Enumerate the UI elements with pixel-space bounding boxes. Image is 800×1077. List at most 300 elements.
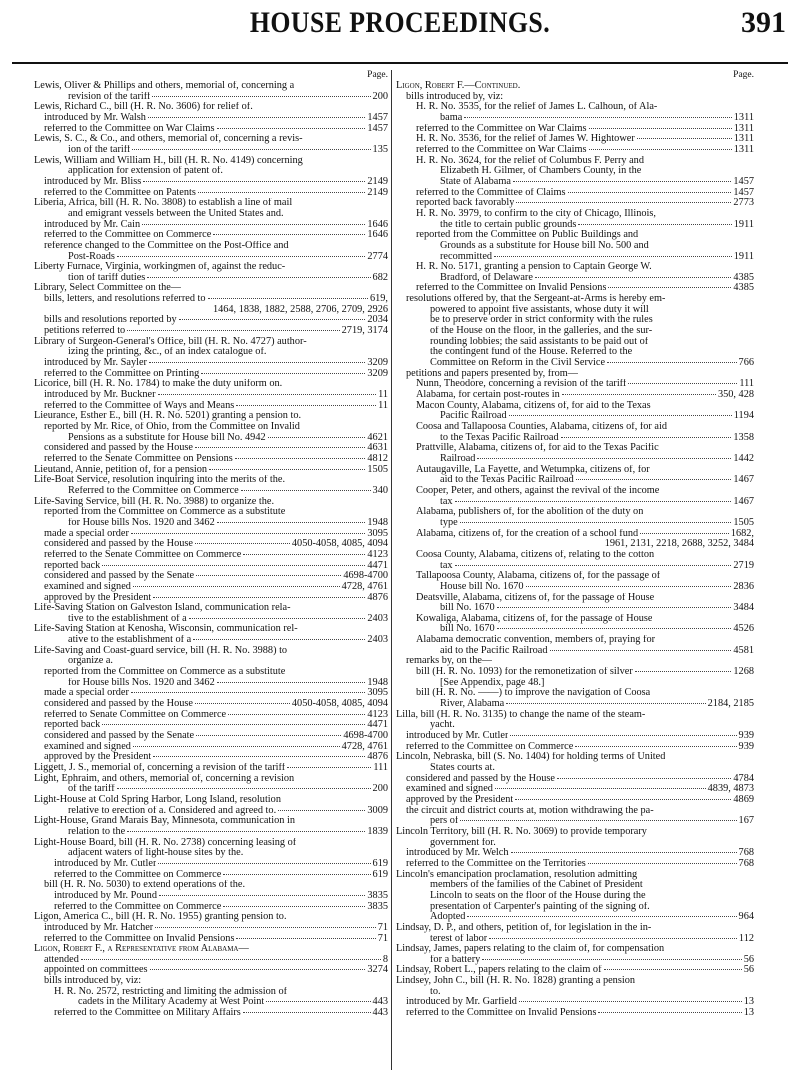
index-entry-text: Life-Saving Station on Galveston Island, communication rela- <box>34 603 291 614</box>
index-entry <box>34 475 388 486</box>
index-entry-page: 3095 <box>367 528 388 539</box>
dot-leader <box>550 650 732 651</box>
index-entry-text: referred to Senate Committee on Commerce <box>44 709 227 720</box>
index-entry <box>34 624 388 635</box>
index-entry <box>34 710 388 721</box>
index-entry-page: 4050-4058, 4085, 4094 <box>291 539 388 550</box>
index-entry-text: Lincoln, Nebraska, bill (S. No. 1404) for holding terms of United <box>396 752 666 763</box>
index-entry <box>34 603 388 614</box>
index-entry-text: Lewis, Richard C., bill (H. R. No. 3606) for relief of. <box>34 102 253 113</box>
index-entry <box>34 827 388 838</box>
dot-leader <box>635 671 732 672</box>
page-header <box>0 6 800 46</box>
index-entry <box>34 965 388 976</box>
index-entry-text: referred to the Committee of Claims <box>416 187 566 198</box>
index-entry <box>396 326 754 337</box>
index-entry <box>396 934 754 945</box>
index-entry-text: introduced by Mr. Cain <box>44 219 141 230</box>
index-entry-page: 4471 <box>367 720 388 731</box>
index-entry-page: 8 <box>382 954 388 965</box>
index-entry <box>34 102 388 113</box>
index-entry <box>396 486 754 497</box>
index-entry-page: 2149 <box>367 187 388 198</box>
index-entry-text: Tallapoosa County, Alabama, citizens of, for the passage of <box>416 571 661 582</box>
dot-leader <box>509 415 732 416</box>
index-entry-text: aid to the Texas Pacific Railroad <box>440 475 574 486</box>
index-entry <box>34 784 388 795</box>
index-entry-page: 1911 <box>733 251 754 262</box>
index-entry <box>34 593 388 604</box>
dot-leader <box>198 192 366 193</box>
dot-leader <box>196 735 341 736</box>
index-entry-text: pers of <box>430 816 459 827</box>
index-entry-text: referred to the Committee on Commerce <box>406 741 574 752</box>
index-entry-page: 1505 <box>733 517 754 528</box>
index-entry-text: powered to appoint five assistants, whose duty it will <box>430 304 649 315</box>
index-entry-text: Liberia, Africa, bill (H. R. No. 3808) to establish a line of mail <box>34 198 293 209</box>
index-entry-text: examined and signed <box>406 784 493 795</box>
index-entry-text: be to preserve order in strict conformity with the rules <box>430 315 653 326</box>
index-entry-text: approved by the President <box>44 592 152 603</box>
dot-leader <box>223 874 370 875</box>
index-entry-text: to the Texas Pacific Railroad <box>440 432 559 443</box>
index-entry <box>396 177 754 188</box>
index-entry-text: reported from the Committee on Commerce as a substitute <box>44 667 286 678</box>
index-entry-text: Ligon, Robert F.—Continued. <box>396 81 521 91</box>
index-entry-text: attended <box>44 954 79 965</box>
index-entry <box>34 220 388 231</box>
index-entry <box>34 390 388 401</box>
dot-leader <box>557 778 731 779</box>
dot-leader <box>568 192 732 193</box>
dot-leader <box>494 256 732 257</box>
index-entry-text: Grounds as a substitute for House bill No. 500 and <box>440 240 649 251</box>
dot-leader <box>102 565 365 566</box>
dot-leader <box>588 863 737 864</box>
index-entry-text: Alabama, publishers of, for the abolition of the duty on <box>416 507 644 518</box>
index-entry-text: Railroad <box>440 453 476 464</box>
dot-leader <box>117 788 371 789</box>
dot-leader <box>158 394 377 395</box>
index-entry <box>396 784 754 795</box>
index-entry-page: 3209 <box>367 358 388 369</box>
index-entry-text: Licorice, bill (H. R. No. 1784) to make the duty uniform on. <box>34 379 283 390</box>
index-entry <box>34 678 388 689</box>
index-entry-text: tax <box>440 496 453 507</box>
index-entry <box>34 454 388 465</box>
index-entry-text: introduced by Mr. Walsh <box>44 112 146 123</box>
index-entry-page: 2774 <box>367 251 388 262</box>
index-entry-text: and emigrant vessels between the United States and. <box>68 208 284 219</box>
index-entry-text: referred to the Committee on Printing <box>44 368 200 379</box>
index-entry-page: 1358 <box>733 432 754 443</box>
index-entry-page: 2184, 2185 <box>707 699 754 710</box>
index-entry-text: of the House on the floor, in the galleries, and the sur- <box>430 326 653 337</box>
index-entry-text: Life-Saving Station at Kenosha, Wisconsin, communication rel- <box>34 624 298 635</box>
index-entry <box>396 507 754 518</box>
index-entry-page: 4526 <box>733 624 754 635</box>
header-rule <box>12 62 788 64</box>
index-entry <box>34 561 388 572</box>
index-entry <box>396 955 754 966</box>
index-page-continuation: 1464, 1838, 1882, 2588, 2706, 2709, 2926 <box>212 303 388 315</box>
index-entry <box>396 763 754 774</box>
index-entry-text: bills, letters, and resolutions referred to <box>44 294 206 305</box>
index-entry-page: 939 <box>738 741 754 752</box>
dot-leader <box>189 618 366 619</box>
index-entry-page: 2403 <box>367 613 388 624</box>
index-entry <box>34 465 388 476</box>
index-entry-text: Lieutand, Annie, petition of, for a pension <box>34 464 208 475</box>
index-entry <box>396 848 754 859</box>
index-entry-text: petitions referred to <box>44 326 126 337</box>
index-entry <box>34 209 388 220</box>
dot-leader <box>150 969 366 970</box>
index-entry-page: 1457 <box>733 187 754 198</box>
index-entry-text: Adopted <box>430 912 466 923</box>
page-number: 391 <box>741 6 786 39</box>
index-entry <box>34 379 388 390</box>
dot-leader <box>598 1012 741 1013</box>
index-entry-page: 2773 <box>733 198 754 209</box>
index-entry <box>396 720 754 731</box>
index-entry <box>34 188 388 199</box>
index-entry-page: 1311 <box>733 134 754 145</box>
index-entry-page: 964 <box>738 912 754 923</box>
index-entry <box>34 848 388 859</box>
index-entry-page: 4621 <box>367 432 388 443</box>
dot-leader <box>589 128 732 129</box>
index-entry-text: River, Alabama <box>440 699 505 710</box>
index-entry-text: introduced by Mr. Sayler <box>44 358 147 369</box>
dot-leader <box>497 607 732 608</box>
index-entry <box>396 188 754 199</box>
index-entry <box>34 976 388 987</box>
index-entry <box>34 518 388 529</box>
index-entry-page: 4385 <box>733 272 754 283</box>
index-entry <box>396 635 754 646</box>
index-entry <box>34 81 388 92</box>
index-entry-text: appointed on committees <box>44 965 148 976</box>
index-entry-text: Lieurance, Esther E., bill (H. R. No. 5201) granting a pension to. <box>34 411 302 422</box>
index-entry-page: 1268 <box>733 667 754 678</box>
dot-leader <box>217 522 366 523</box>
index-entry-text: Life-Saving and Coast-guard service, bill (H. R. No. 3988) to <box>34 645 288 656</box>
index-entry-page: 682 <box>372 272 388 283</box>
index-entry <box>396 518 754 529</box>
dot-leader <box>489 938 737 939</box>
index-entry-text: cadets in the Military Academy at West Point <box>78 997 265 1008</box>
index-entry-text: referred to the Committee on Patents <box>44 187 196 198</box>
index-entry-page: 1467 <box>733 475 754 486</box>
index-entry-text: introduced by Mr. Hatcher <box>44 922 154 933</box>
index-entry <box>34 124 388 135</box>
index-entry-text: Lincoln Territory, bill (H. R. No. 3069) to provide temporary <box>396 826 647 837</box>
dot-leader <box>133 586 340 587</box>
index-entry <box>396 1008 754 1019</box>
dot-leader <box>131 692 366 693</box>
index-entry <box>396 92 754 103</box>
index-entry-text: Life-Boat Service, resolution inquiring into the merits of the. <box>34 475 286 486</box>
index-entry-text: Lindsay, D. P., and others, petition of, for legislation in the in- <box>396 922 652 933</box>
dot-leader <box>576 479 732 480</box>
index-entry-text: government for. <box>430 837 496 848</box>
index-entry-text: Pensions as a substitute for House bill No. 4942 <box>68 432 266 443</box>
index-entry-text: Committee on Reform in the Civil Service <box>430 358 606 369</box>
index-entry <box>34 582 388 593</box>
index-entry-text: referred to the Committee on Commerce <box>54 869 222 880</box>
index-entry <box>34 273 388 284</box>
index-entry <box>396 390 754 401</box>
index-entry-page: 200 <box>372 91 388 102</box>
index-entry-page: 200 <box>372 784 388 795</box>
index-entry-page: 1442 <box>733 453 754 464</box>
index-entry-text: Library of Surgeon-General's Office, bill (H. R. No. 4727) author- <box>34 336 307 347</box>
index-entry-page: 4698-4700 <box>343 731 388 742</box>
index-page-continuation: 1961, 2131, 2218, 2688, 3252, 3484 <box>604 538 754 550</box>
index-entry-page: 4123 <box>367 709 388 720</box>
index-entry <box>34 507 388 518</box>
index-entry <box>396 411 754 422</box>
dot-leader <box>628 383 737 384</box>
index-entry <box>34 934 388 945</box>
dot-leader <box>562 394 716 395</box>
index-entry-text: Light-House Board, bill (H. R. No. 2738) concerning leasing of <box>34 837 297 848</box>
index-entry-page: 768 <box>738 848 754 859</box>
index-entry-page: 1457 <box>733 176 754 187</box>
index-entry <box>396 294 754 305</box>
index-entry-text: Lindsay, James, papers relating to the claim of, for compensation <box>396 944 665 955</box>
index-entry-page: 2149 <box>367 176 388 187</box>
dot-leader <box>482 959 741 960</box>
dot-leader <box>155 927 375 928</box>
index-entry <box>34 529 388 540</box>
index-entry-page: 71 <box>377 933 388 944</box>
index-entry-page: 135 <box>372 144 388 155</box>
index-entry-text: referred to the Senate Committee on Pensions <box>44 453 233 464</box>
index-entry <box>34 347 388 358</box>
dot-leader <box>455 501 732 502</box>
index-entry <box>396 870 754 881</box>
index-entry-text: referred to the Committee of Ways and Means <box>44 400 235 411</box>
index-entry <box>34 497 388 508</box>
dot-leader <box>179 319 366 320</box>
dot-leader <box>516 202 731 203</box>
index-entry-text: States courts at. <box>430 763 495 773</box>
index-entry-page: 1948 <box>367 517 388 528</box>
index-entry <box>34 880 388 891</box>
index-entry <box>396 283 754 294</box>
index-entry-text: Post-Roads <box>68 251 115 262</box>
index-entry-text: introduced by Mr. Cutler <box>406 731 509 742</box>
dot-leader <box>149 362 365 363</box>
index-entry-text: referred to the Committee on War Claims <box>416 123 587 134</box>
index-entry-text: bama <box>440 112 463 123</box>
index-entry-page: 4698-4700 <box>343 571 388 582</box>
index-entry-text: approved by the President <box>44 752 152 763</box>
index-entry <box>396 944 754 955</box>
index-entry-page: 11 <box>378 400 388 411</box>
index-entry <box>396 113 754 124</box>
dot-leader <box>143 181 365 182</box>
index-entry <box>34 241 388 252</box>
index-entry <box>34 720 388 731</box>
index-entry-text: Bradford, of Delaware <box>440 272 533 283</box>
dot-leader <box>510 735 736 736</box>
index-entry <box>396 379 754 390</box>
dot-leader <box>142 224 365 225</box>
dot-leader <box>195 543 290 544</box>
index-entry <box>396 795 754 806</box>
index-entry <box>396 710 754 721</box>
index-entry-text: the title to certain public grounds <box>440 219 577 230</box>
index-entry-text: relation to the <box>68 826 126 837</box>
index-entry-text: Cooper, Peter, and others, against the revival of the income <box>416 485 660 496</box>
index-entry <box>34 550 388 561</box>
index-entry <box>34 486 388 497</box>
index-entry <box>396 422 754 433</box>
index-entry <box>396 742 754 753</box>
index-entry-page: 4728, 4761 <box>341 741 388 752</box>
index-entry-text: introduced by Mr. Buckner <box>44 390 156 401</box>
index-entry-text: referred to the Committee on the Territories <box>406 858 586 869</box>
index-entry-text: Lewis, Oliver & Phillips and others, memorial of, concerning a <box>34 81 295 91</box>
index-entry-text: recommitted <box>440 251 493 262</box>
dot-leader <box>467 916 736 917</box>
index-entry-text: the contingent fund of the House. Referred to the <box>430 347 633 358</box>
index-entry-text: Ligon, America C., bill (H. R. No. 1955) granting pension to. <box>34 912 287 923</box>
index-entry-text: Lewis, S. C., & Co., and others, memorial of, concerning a revis- <box>34 134 303 145</box>
index-entry <box>396 358 754 369</box>
index-entry-text: relative to erection of a. Considered and agreed to. <box>68 805 277 816</box>
index-entry <box>34 252 388 263</box>
index-entry <box>34 838 388 849</box>
index-entry <box>396 134 754 145</box>
dot-leader <box>193 639 365 640</box>
index-entry-text: referred to the Committee on Invalid Pensions <box>406 1008 597 1019</box>
index-entry <box>396 859 754 870</box>
index-entry-page: 3484 <box>733 603 754 614</box>
index-entry-page: 1457 <box>367 112 388 123</box>
index-entry <box>396 731 754 742</box>
index-entry-page: 1646 <box>367 219 388 230</box>
dot-leader <box>228 714 365 715</box>
index-entry <box>396 561 754 572</box>
index-entry-text: Autaugaville, La Fayette, and Wetumpka, citizens of, for <box>416 464 650 475</box>
dot-leader <box>217 682 366 683</box>
index-entry-text: referred to the Senate Committee on Commerce <box>44 549 242 560</box>
index-entry <box>396 624 754 635</box>
index-entry <box>396 220 754 231</box>
page-title: HOUSE PROCEEDINGS. <box>249 6 551 39</box>
index-entry-page: 13 <box>743 997 754 1008</box>
index-entry-page: 4784 <box>733 773 754 784</box>
index-entry-page: 4869 <box>733 794 754 805</box>
index-entry-text: ion of the tariff <box>68 144 131 155</box>
index-entry-text: adjacent waters of light-house sites by the. <box>68 848 244 859</box>
index-entry <box>34 955 388 966</box>
index-entry-text: Lindsey, John C., bill (H. R. No. 1828) granting a pension <box>396 976 636 987</box>
index-entry <box>396 656 754 667</box>
index-entry-text: bill No. 1670 <box>440 603 495 614</box>
index-entry-text: bills introduced by, viz: <box>406 91 504 102</box>
index-entry-page: 939 <box>738 731 754 742</box>
dot-leader <box>460 820 736 821</box>
index-entry <box>34 688 388 699</box>
dot-leader <box>127 831 365 832</box>
index-entry <box>396 475 754 486</box>
dot-leader <box>81 959 381 960</box>
index-entry-text: Coosa County, Alabama, citizens of, relating to the cotton <box>416 549 655 560</box>
index-entry-text: tive to the establishment of a <box>68 613 187 624</box>
index-entry <box>396 987 754 998</box>
index-entry-page: 1311 <box>733 144 754 155</box>
index-entry <box>396 198 754 209</box>
index-entry <box>396 571 754 582</box>
index-entry-page: 4123 <box>367 549 388 560</box>
index-entry <box>34 369 388 380</box>
dot-leader <box>526 586 732 587</box>
index-entry-text: Life-Saving Service, bill (H. R. No. 3988) to organize the. <box>34 496 275 507</box>
index-entry-page: 3835 <box>367 901 388 912</box>
dot-leader <box>515 799 731 800</box>
dot-leader <box>236 938 375 939</box>
index-entry-page: 2034 <box>367 315 388 326</box>
index-entry-text: izing the printing, &c., of an index catalogue of. <box>68 347 267 358</box>
index-entry-text: for a battery <box>430 954 481 965</box>
index-entry <box>396 209 754 220</box>
index-entry-page: 56 <box>743 954 754 965</box>
dot-leader <box>511 852 737 853</box>
index-entry <box>396 315 754 326</box>
index-entry-text: resolutions offered by, that the Sergeant-at-Arms is hereby em- <box>406 294 666 305</box>
index-entry-text: [See Appendix, page 48.] <box>440 677 545 688</box>
index-entry <box>396 997 754 1008</box>
dot-leader <box>159 895 365 896</box>
index-entry <box>34 944 388 955</box>
index-entry <box>34 816 388 827</box>
index-entry <box>396 838 754 849</box>
index-entry <box>396 880 754 891</box>
dot-leader <box>209 469 365 470</box>
index-entry-page: 3095 <box>367 688 388 699</box>
index-entry <box>396 454 754 465</box>
dot-leader <box>153 756 365 757</box>
dot-leader <box>519 1001 742 1002</box>
index-entry-text: bills and resolutions reported by <box>44 315 177 326</box>
index-entry-text: of the tariff <box>68 784 115 795</box>
index-entry-text: considered and passed by the Senate <box>44 731 195 742</box>
index-entry <box>34 1008 388 1019</box>
dot-leader <box>223 906 365 907</box>
index-entry <box>34 859 388 870</box>
index-entry <box>396 262 754 273</box>
dot-leader <box>217 128 366 129</box>
index-entry <box>396 699 754 710</box>
index-entry-text: introduced by Mr. Pound <box>54 890 157 901</box>
index-entry-page: 2836 <box>733 581 754 592</box>
index-entry-text: introduced by Mr. Garfield <box>406 997 517 1008</box>
index-entry <box>396 347 754 358</box>
index-entry-page: 4631 <box>367 443 388 454</box>
index-entry <box>34 539 388 550</box>
dot-leader <box>607 362 737 363</box>
index-entry-text: bill (H. R. No. ——) to improve the navigation of Coosa <box>416 688 651 699</box>
dot-leader <box>497 628 732 629</box>
index-entry-page: 4728, 4761 <box>341 581 388 592</box>
index-entry-page: 112 <box>738 933 754 944</box>
index-entry <box>34 635 388 646</box>
